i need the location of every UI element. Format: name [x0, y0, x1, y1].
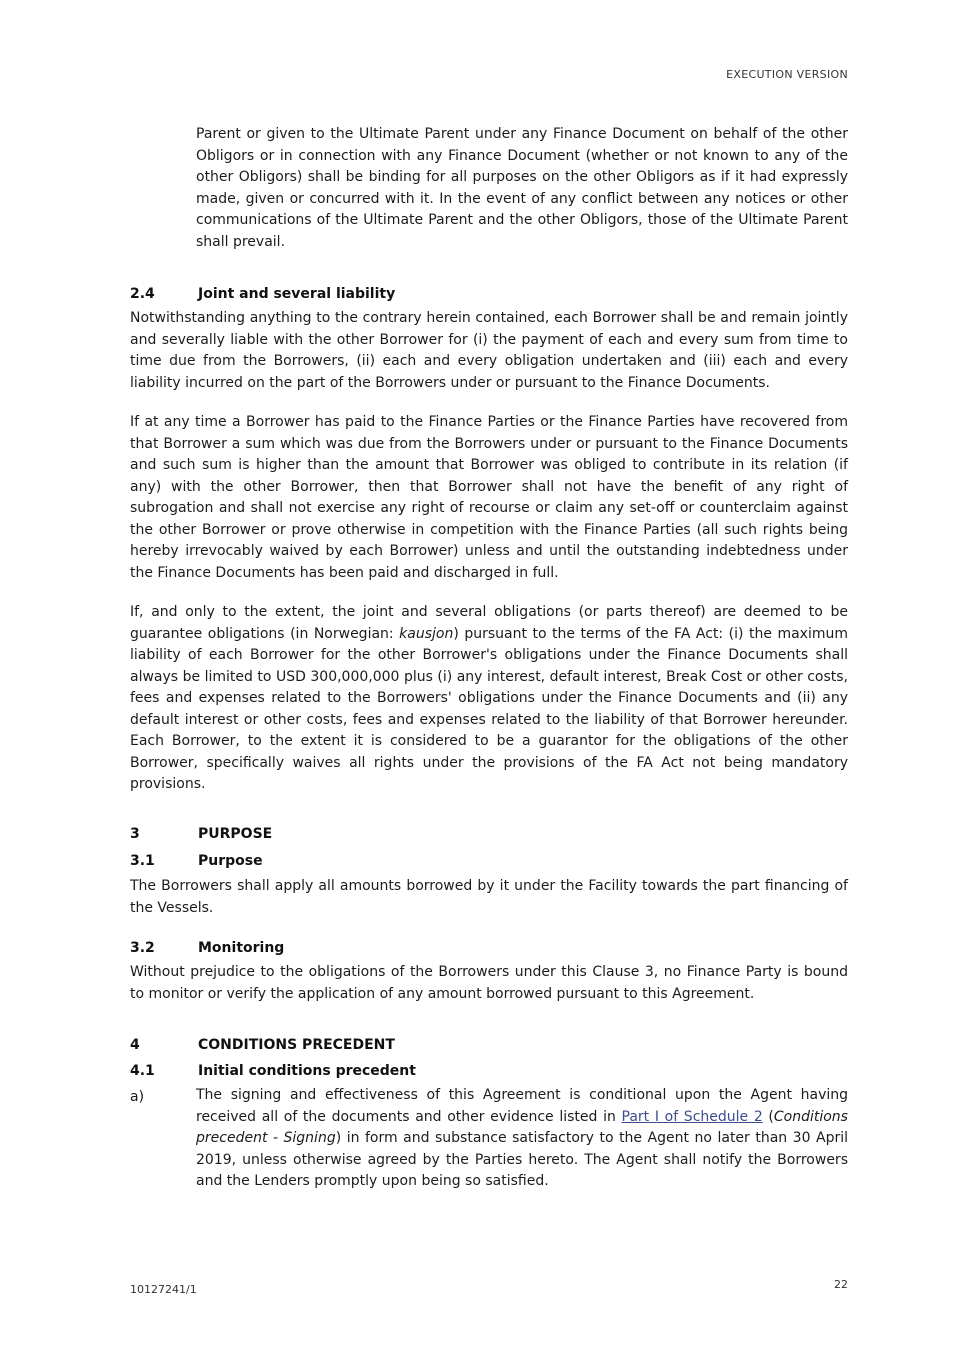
- continuation-paragraph: Parent or given to the Ultimate Parent under any Finance Document on behalf of the other Obligors or in connection with any Finance Document (whether or not known to any of the other Obligors) shall be binding for all purposes on the other Obligors as if it had expressly made, given or concurred with it. In the event of any conflict between any notices or other communications of the Ultimate Parent and the other Obligors, those of the Ultimate Parent shall prevail.: [196, 126, 848, 250]
- section-title: Joint and several liability: [198, 286, 396, 302]
- paragraph-text: ) pursuant to the terms of the FA Act: (i) the maximum liability of each Borrower for the other Borrower's obligations under the Finance Documents shall always be limited to USD 300,000,000 plus (i) any interest, default interest, Break Cost or other costs, fees and expenses related to the Borrowers' obligations under the Finance Documents and (ii) any default interest or other costs, fees and expenses related to the liability of that Borrower hereunder. Each Borrower, to the extent it is considered to be a guarantor for the obligations of the other Borrower, specifically waives all rights under the provisions of the FA Act not being mandatory provisions.: [130, 625, 848, 792]
- liability-paragraph-1: Notwithstanding anything to the contrary herein contained, each Borrower shall be and remain jointly and severally liable with the other Borrower for (i) the payment of each and every sum from time to time due from the Borrowers, (ii) each and every obligation undertaken and (iii) each and every liability incurred on the part of the Borrowers under or pursuant to the Finance Documents.: [130, 310, 848, 391]
- paragraph-text: If, and only to the extent, the joint and several obligations (or parts thereof) are deemed to be guarantee obligations (in Norwegian:: [130, 604, 848, 642]
- section-title: Initial conditions precedent: [198, 1063, 416, 1079]
- section-number: 3.2: [130, 940, 155, 956]
- section-title: PURPOSE: [198, 826, 273, 842]
- section-number: 4: [130, 1037, 140, 1053]
- section-title: Monitoring: [198, 940, 285, 956]
- schedule-title: Conditions precedent - Signing: [196, 1108, 848, 1146]
- norwegian-term: kausjon: [399, 625, 454, 642]
- section-title: Purpose: [198, 853, 263, 869]
- section-number: 4.1: [130, 1063, 155, 1079]
- conditions-paragraph: [196, 1085, 848, 1193]
- section-number: 2.4: [130, 286, 155, 302]
- section-number: 3.1: [130, 853, 155, 869]
- page-number: 22: [834, 1278, 848, 1291]
- paragraph-text: The signing and effectiveness of this Agreement is conditional upon the Agent having received all of the documents and other evidence listed in: [196, 1087, 848, 1125]
- schedule-cross-reference-link[interactable]: Part I of Schedule 2: [621, 1108, 763, 1125]
- section-title: CONDITIONS PRECEDENT: [198, 1037, 395, 1053]
- document-id: 10127241/1: [130, 1283, 197, 1296]
- list-item-letter: a): [130, 1089, 145, 1105]
- purpose-paragraph: The Borrowers shall apply all amounts borrowed by it under the Facility towards the part financing of the Vessels.: [130, 878, 848, 916]
- liability-paragraph-3: [130, 602, 848, 796]
- section-number: 3: [130, 826, 140, 842]
- monitoring-paragraph: Without prejudice to the obligations of the Borrowers under this Clause 3, no Finance Party is bound to monitor or verify the application of any amount borrowed pursuant to this Agreement.: [130, 964, 848, 1002]
- liability-paragraph-2: If at any time a Borrower has paid to the Finance Parties or the Finance Parties have recovered from that Borrower a sum which was due from the Borrowers under or pursuant to the Finance Documents and such sum is higher than the amount that Borrower was obliged to contribute in its relation (if any) with the other Borrower, then that Borrower shall not have the benefit of any right of subrogation and shall not exercise any right of recourse or claim any set-off or counterclaim against the other Borrower or prove otherwise in competition with the Finance Parties (all such rights being hereby irrevocably waived by each Borrower) unless and until the outstanding indebtedness under the Finance Documents has been paid and discharged in full.: [130, 414, 848, 581]
- paragraph-text: (: [762, 1108, 774, 1125]
- paragraph-text: ) in form and substance satisfactory to the Agent no later than 30 April 2019, unless otherwise agreed by the Parties hereto. The Agent shall notify the Borrowers and the Lenders promptly upon being so satisfied.: [196, 1130, 848, 1189]
- execution-version-label: EXECUTION VERSION: [726, 68, 848, 81]
